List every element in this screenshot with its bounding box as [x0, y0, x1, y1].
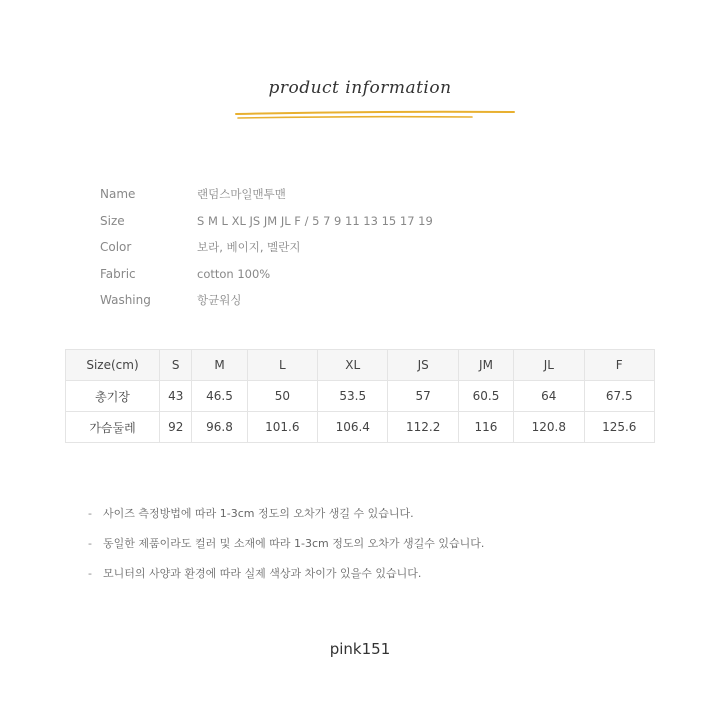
info-row-color — [100, 234, 433, 261]
table-header-cell: JL — [514, 350, 584, 381]
table-header-cell: XL — [318, 350, 388, 381]
table-cell: 92 — [160, 412, 192, 443]
table-cell: 101.6 — [247, 412, 317, 443]
table-header-cell: Size(cm) — [66, 350, 160, 381]
table-cell: 96.8 — [192, 412, 247, 443]
table-cell: 46.5 — [192, 381, 247, 412]
list-item — [88, 528, 484, 558]
info-row-fabric — [100, 261, 433, 288]
table-header-cell: F — [584, 350, 654, 381]
table-row — [66, 381, 655, 412]
note-text: 모니터의 사양과 환경에 따라 실제 색상과 차이가 있을수 있습니다. — [103, 567, 422, 580]
table-cell: 67.5 — [584, 381, 654, 412]
table-cell: 116 — [458, 412, 513, 443]
info-label: Washing — [100, 293, 151, 308]
info-row-washing — [100, 287, 433, 314]
table-header-cell: M — [192, 350, 247, 381]
brand-name: pink151 — [329, 640, 391, 658]
table-cell: 53.5 — [318, 381, 388, 412]
product-information-header — [0, 78, 720, 138]
table-cell: 50 — [247, 381, 317, 412]
info-value: cotton 100% — [197, 266, 271, 281]
note-dash: - — [88, 536, 92, 550]
size-table — [65, 349, 655, 443]
info-label: Color — [100, 240, 132, 255]
table-cell: 125.6 — [584, 412, 654, 443]
info-label: Size — [100, 213, 125, 228]
table-header-cell: JS — [388, 350, 458, 381]
table-cell: 120.8 — [514, 412, 584, 443]
note-dash: - — [88, 506, 92, 520]
info-row-name — [100, 181, 433, 208]
header-underline-decoration — [232, 108, 522, 120]
info-value: S M L XL JS JM JL F / 5 7 9 11 13 15 17 19 — [197, 213, 433, 228]
note-text: 사이즈 측정방법에 따라 1-3cm 정도의 오차가 생길 수 있습니다. — [103, 507, 414, 520]
info-row-size — [100, 208, 433, 235]
table-cell: 가슴둘레 — [66, 412, 160, 443]
table-cell: 60.5 — [458, 381, 513, 412]
table-row — [66, 412, 655, 443]
table-cell: 106.4 — [318, 412, 388, 443]
info-value: 항균워싱 — [197, 293, 242, 308]
size-table-header-row — [66, 350, 655, 381]
note-text: 동일한 제품이라도 컬러 및 소재에 따라 1-3cm 정도의 오차가 생길수 있습니다. — [103, 537, 485, 550]
product-info-list — [100, 181, 433, 314]
info-label: Fabric — [100, 266, 136, 281]
table-header-cell: L — [247, 350, 317, 381]
table-cell: 57 — [388, 381, 458, 412]
info-value: 보라, 베이지, 멜란지 — [197, 240, 301, 255]
table-header-cell: S — [160, 350, 192, 381]
notes-list — [88, 498, 484, 588]
table-cell: 총기장 — [66, 381, 160, 412]
header-title: product information — [268, 78, 452, 98]
list-item — [88, 498, 484, 528]
table-cell: 64 — [514, 381, 584, 412]
info-label: Name — [100, 187, 136, 202]
table-header-cell: JM — [458, 350, 513, 381]
note-dash: - — [88, 566, 92, 580]
list-item — [88, 558, 484, 588]
table-cell: 43 — [160, 381, 192, 412]
info-value: 랜덤스마일맨투맨 — [197, 187, 286, 202]
table-cell: 112.2 — [388, 412, 458, 443]
